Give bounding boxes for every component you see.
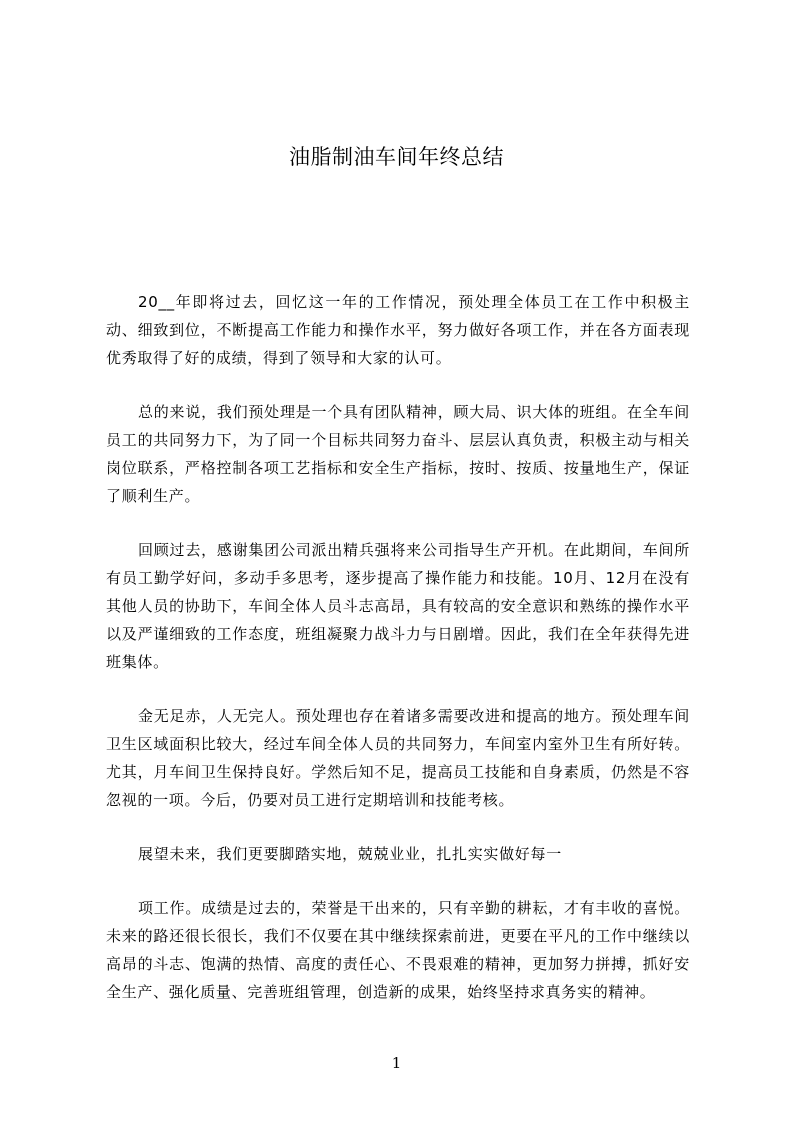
page-number: 1	[391, 1054, 402, 1072]
paragraph-intro: 20__年即将过去，回忆这一年的工作情况，预处理全体员工在工作中积极主动、细致到位，不断提高工作能力和操作水平，努力做好各项工作，并在各方面表现优秀取得了好的成绩，得到了领导和大家的认可。	[106, 293, 690, 367]
document-title: 油脂制油车间年终总结	[289, 145, 504, 169]
document-body	[106, 288, 690, 1032]
paragraph-summary: 总的来说，我们预处理是一个具有团队精神，顾大局、识大体的班组。在全车间员工的共同努力下，为了同一个目标共同努力奋斗、层层认真负责，积极主动与相关岗位联系，严格控制各项工艺指标和安全生产指标，按时、按质、按量地生产，保证了顺利生产。	[106, 403, 690, 505]
paragraph-conclusion: 项工作。成绩是过去的，荣誉是干出来的，只有辛勤的耕耘，才有丰收的喜悦。未来的路还很长很长，我们不仅要在其中继续探索前进，更要在平凡的工作中继续以高昂的斗志、饱满的热情、高度的责任心、不畏艰难的精神，更加努力拼搏，抓好安全生产、强化质量、完善班组管理，创造新的成果，始终坚持求真务实的精神。	[106, 899, 690, 1001]
paragraph-shortcomings: 金无足赤，人无完人。预处理也存在着诸多需要改进和提高的地方。预处理车间卫生区域面积比较大，经过车间全体人员的共同努力，车间室内室外卫生有所好转。尤其，月车间卫生保持良好。学然后知不足，提高员工技能和自身素质，仍然是不容忽视的一项。今后，仍要对员工进行定期培训和技能考核。	[106, 707, 690, 809]
paragraph-review: 回顾过去，感谢集团公司派出精兵强将来公司指导生产开机。在此期间，车间所有员工勤学好问，多动手多思考，逐步提高了操作能力和技能。10月、12月在没有其他人员的协助下，车间全体人员斗志高昂，具有较高的安全意识和熟练的操作水平以及严谨细致的工作态度，班组凝聚力战斗力与日剧增。因此，我们在全年获得先进班集体。	[106, 541, 690, 671]
paragraph-outlook: 展望未来，我们更要脚踏实地，兢兢业业，扎扎实实做好每一	[138, 845, 562, 863]
